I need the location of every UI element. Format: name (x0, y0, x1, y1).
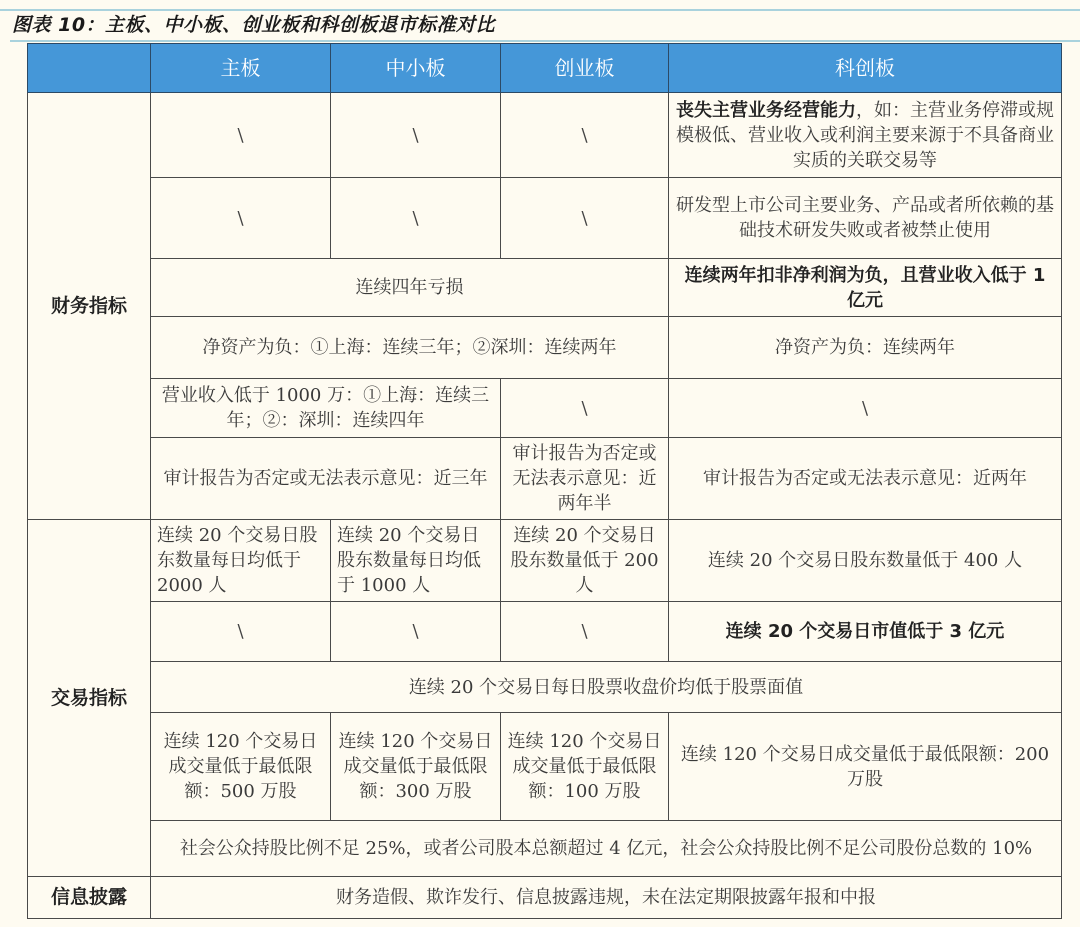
cell-main: \ (151, 602, 331, 662)
cell-all: 财务造假、欺诈发行、信息披露违规，未在法定期限披露年报和中报 (151, 877, 1062, 919)
cell-main: 连续 120 个交易日成交量低于最低限额：500 万股 (151, 713, 331, 821)
cell-all: 连续 20 个交易日每日股票收盘价均低于股票面值 (151, 662, 1062, 713)
table-row (28, 438, 1062, 520)
delisting-standards-table (27, 43, 1062, 919)
cell-star: 连续 120 个交易日成交量低于最低限额：200 万股 (669, 713, 1062, 821)
cell-main-sme-gem: 净资产为负：①上海：连续三年；②深圳：连续两年 (151, 317, 669, 379)
table-row (28, 178, 1062, 259)
table-row (28, 317, 1062, 379)
table-row (28, 93, 1062, 178)
cell-star: 连续两年扣非净利润为负，且营业收入低于 1 亿元 (669, 259, 1062, 317)
cell-sme: \ (331, 178, 501, 259)
category-disclosure: 信息披露 (28, 877, 151, 919)
cell-main-sme: 营业收入低于 1000 万：①上海：连续三年；②：深圳：连续四年 (151, 379, 501, 438)
cell-gem: \ (501, 602, 669, 662)
header-row (28, 44, 1062, 93)
cell-star: \ (669, 379, 1062, 438)
cell-star-rest: ，如：主营业务停滞或规模极低、营业收入或利润主要来源于不具备商业实质的关联交易等 (676, 99, 1054, 171)
cell-main-sme: 审计报告为否定或无法表示意见：近三年 (151, 438, 501, 520)
table-row (28, 713, 1062, 821)
cell-sme: 连续 120 个交易日成交量低于最低限额：300 万股 (331, 713, 501, 821)
category-financial: 财务指标 (28, 93, 151, 520)
header-sme-board: 中小板 (331, 44, 501, 93)
table-row (28, 821, 1062, 877)
cell-star: 研发型上市公司主要业务、产品或者所依赖的基础技术研发失败或者被禁止使用 (669, 178, 1062, 259)
table-row (28, 520, 1062, 602)
cell-star: 连续 20 个交易日市值低于 3 亿元 (669, 602, 1062, 662)
table-row (28, 379, 1062, 438)
cell-main: \ (151, 93, 331, 178)
header-gem-board: 创业板 (501, 44, 669, 93)
cell-main-sme-gem: 连续四年亏损 (151, 259, 669, 317)
cell-gem: 审计报告为否定或无法表示意见：近两年半 (501, 438, 669, 520)
table-row (28, 662, 1062, 713)
title-rule-bottom (10, 40, 1080, 42)
cell-star-bold: 丧失主营业务经营能力 (676, 99, 856, 121)
cell-gem: \ (501, 93, 669, 178)
category-trading: 交易指标 (28, 520, 151, 877)
figure-title: 图表 10：主板、中小板、创业板和科创板退市标准对比 (12, 14, 496, 36)
cell-sme: \ (331, 93, 501, 178)
table-row (28, 602, 1062, 662)
cell-gem: 连续 120 个交易日成交量低于最低限额：100 万股 (501, 713, 669, 821)
cell-star: 净资产为负：连续两年 (669, 317, 1062, 379)
table-row (28, 877, 1062, 919)
header-main-board: 主板 (151, 44, 331, 93)
cell-all: 社会公众持股比例不足 25%，或者公司股本总额超过 4 亿元，社会公众持股比例不足公司股份总数的 10% (151, 821, 1062, 877)
table-row (28, 259, 1062, 317)
cell-gem: 连续 20 个交易日股东数量低于 200 人 (501, 520, 669, 602)
cell-gem: \ (501, 379, 669, 438)
header-corner (28, 44, 151, 93)
cell-main: 连续 20 个交易日股东数量每日均低于 2000 人 (151, 520, 331, 602)
cell-star: 连续 20 个交易日股东数量低于 400 人 (669, 520, 1062, 602)
cell-gem: \ (501, 178, 669, 259)
header-star-board: 科创板 (669, 44, 1062, 93)
cell-main: \ (151, 178, 331, 259)
cell-sme: 连续 20 个交易日股东数量每日均低于 1000 人 (331, 520, 501, 602)
cell-star: 审计报告为否定或无法表示意见：近两年 (669, 438, 1062, 520)
cell-star (669, 93, 1062, 178)
cell-sme: \ (331, 602, 501, 662)
